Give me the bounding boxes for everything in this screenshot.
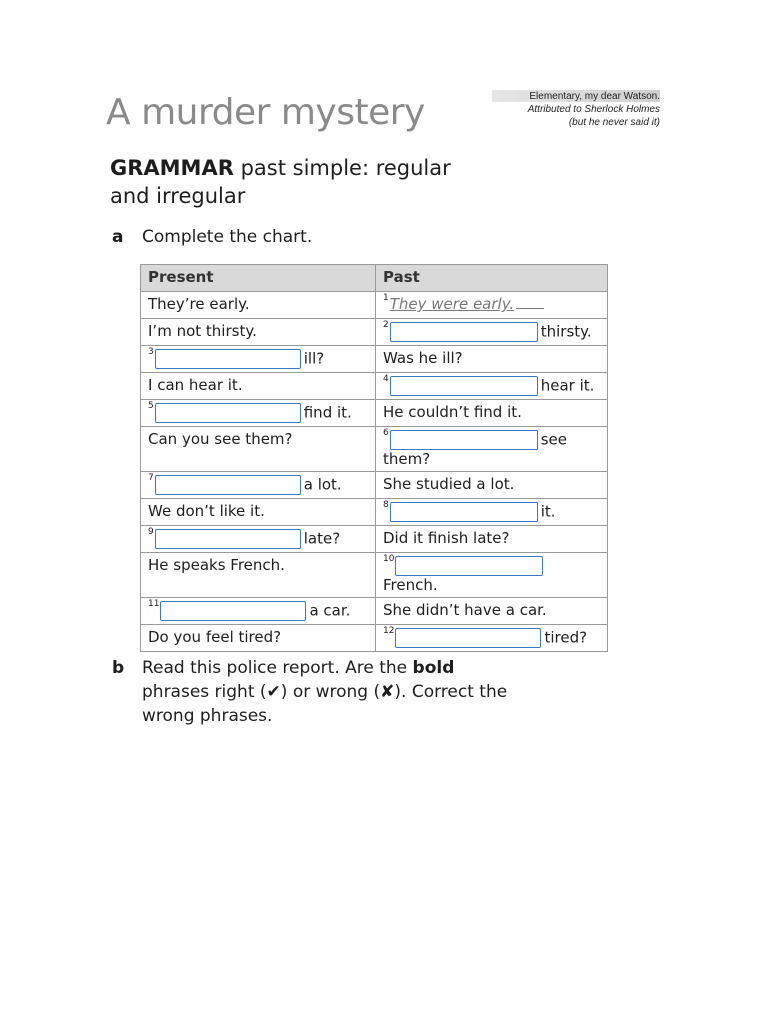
item-number: 1 [383,293,389,303]
present-cell [141,472,376,499]
answer-box-4[interactable] [390,376,538,396]
exercise-b-text-1: Read this police report. Are the [142,658,413,678]
present-cell [141,526,376,553]
item-number: 5 [148,401,154,411]
cell-suffix: find it. [303,403,352,422]
table-row [141,319,608,346]
past-cell [376,625,608,652]
header-past: Past [376,265,608,292]
cell-suffix: it. [540,502,556,521]
exercise-b-instruction [112,656,532,728]
table-row [141,499,608,526]
grammar-chart [140,264,608,652]
cell-suffix: see [540,430,568,449]
cross-icon: ✘ [380,682,395,702]
past-cell [376,427,608,472]
example-answer: They were early. [389,295,515,313]
answer-box-9[interactable] [155,529,301,549]
grammar-topic-line2: and irregular [110,184,246,208]
example-underline [516,308,544,309]
past-cell [376,553,608,598]
present-cell [141,400,376,427]
exercise-b-text-2: phrases right ( [142,682,267,702]
quote [492,90,660,129]
table-row [141,472,608,499]
cell-suffix: thirsty. [540,322,592,341]
item-number: 6 [383,428,389,438]
answer-box-12[interactable] [395,628,541,648]
item-number: 9 [148,527,154,537]
cell-suffix-line2: them? [383,450,431,468]
exercise-a-letter: a [112,227,124,247]
past-cell: She didn’t have a car. [376,598,608,625]
quote-note: (but he never said it) [568,117,660,128]
grammar-heading [110,154,490,210]
cell-suffix: French. [383,576,438,594]
past-cell [376,499,608,526]
table-row [141,553,608,598]
present-cell [141,598,376,625]
table-row [141,292,608,319]
item-number: 12 [383,626,395,636]
past-cell: Did it finish late? [376,526,608,553]
present-cell: They’re early. [141,292,376,319]
cell-suffix: hear it. [540,376,595,395]
cell-suffix: late? [303,529,341,548]
item-number: 7 [148,473,154,483]
table-row [141,373,608,400]
present-cell [141,346,376,373]
cell-suffix: ill? [303,349,325,368]
item-number: 8 [383,500,389,510]
answer-box-11[interactable] [160,601,306,621]
quote-text: Elementary, my dear Watson. [529,91,660,102]
item-number: 2 [383,320,389,330]
item-number: 3 [148,347,154,357]
past-cell [376,319,608,346]
answer-box-7[interactable] [155,475,301,495]
past-cell [376,373,608,400]
page-title: A murder mystery [106,92,425,133]
past-cell [376,292,608,319]
exercise-b-text-3: ) or wrong ( [280,682,381,702]
exercise-b-text-4: ). Correct the wrong phrases. [142,682,508,726]
answer-box-2[interactable] [390,322,538,342]
exercise-a-instruction [112,227,512,251]
item-number: 10 [383,554,395,564]
item-number: 11 [148,599,160,609]
chart-header-row [141,265,608,292]
present-cell: Do you feel tired? [141,625,376,652]
exercise-b-letter: b [112,658,125,678]
table-row [141,526,608,553]
cell-suffix: a car. [309,601,351,620]
exercise-a-text: Complete the chart. [142,227,313,247]
table-row [141,625,608,652]
present-cell: He speaks French. [141,553,376,598]
answer-box-10[interactable] [395,556,543,576]
table-row [141,346,608,373]
exercise-b-text [142,656,522,728]
quote-attribution: Attributed to Sherlock Holmes [527,104,660,115]
table-row [141,598,608,625]
present-cell: Can you see them? [141,427,376,472]
answer-box-3[interactable] [155,349,301,369]
header-present: Present [141,265,376,292]
present-cell: I can hear it. [141,373,376,400]
grammar-label: GRAMMAR [110,156,234,180]
past-cell: He couldn’t find it. [376,400,608,427]
past-cell: Was he ill? [376,346,608,373]
present-cell: We don’t like it. [141,499,376,526]
item-number: 4 [383,374,389,384]
exercise-b-bold-word: bold [412,658,455,678]
grammar-topic-line1: past simple: regular [240,156,451,180]
table-row [141,427,608,472]
past-cell: She studied a lot. [376,472,608,499]
answer-box-5[interactable] [155,403,301,423]
answer-box-8[interactable] [390,502,538,522]
answer-box-6[interactable] [390,430,538,450]
tick-icon: ✔ [266,682,281,702]
cell-suffix: a lot. [303,475,342,494]
present-cell: I’m not thirsty. [141,319,376,346]
cell-suffix: tired? [544,628,588,647]
table-row [141,400,608,427]
